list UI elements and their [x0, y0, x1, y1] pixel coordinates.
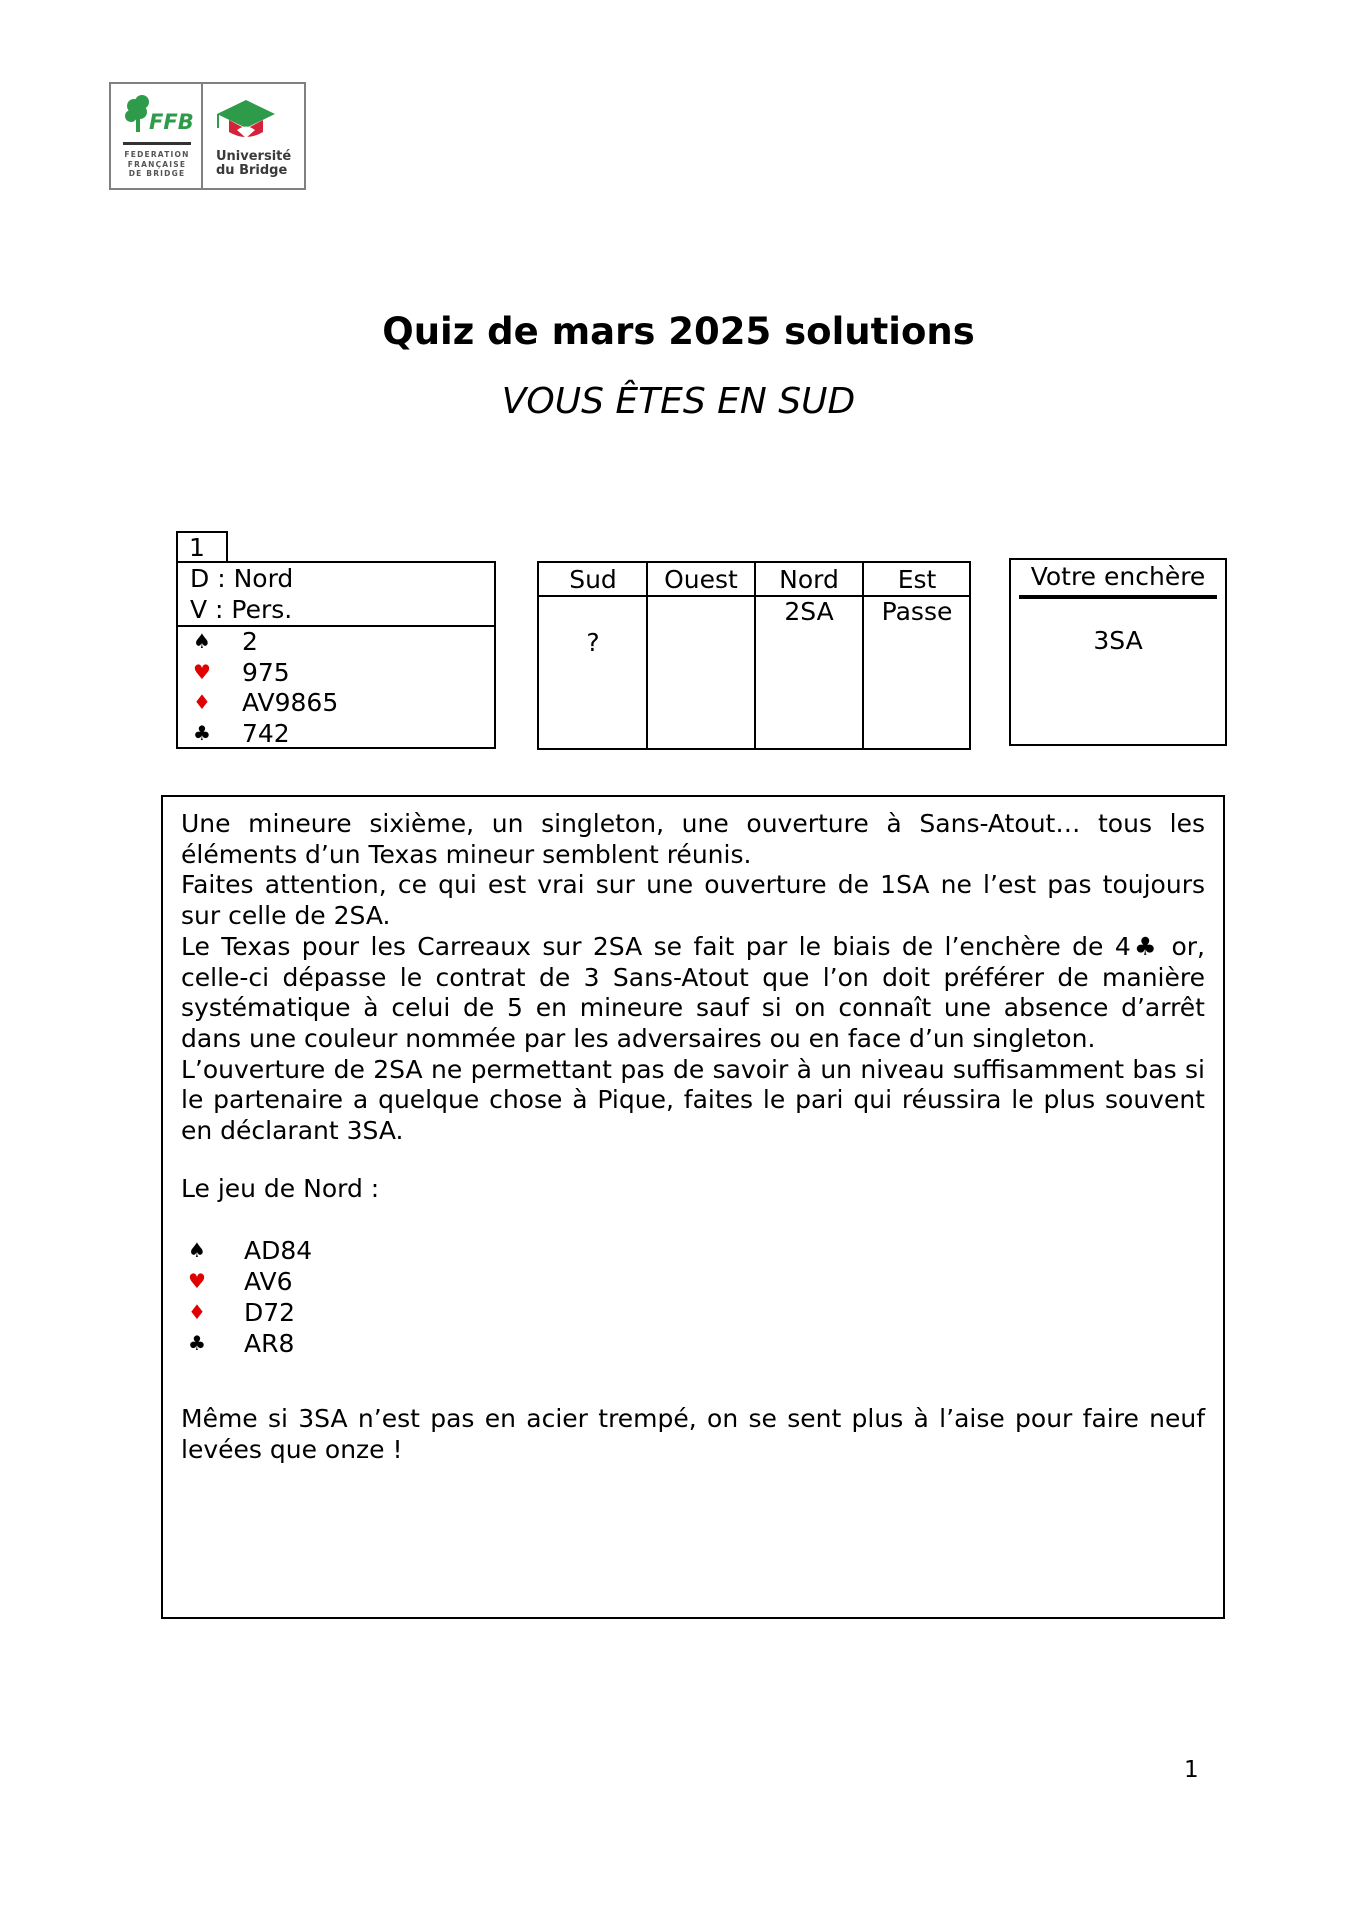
explanation-paragraph: Le Texas pour les Carreaux sur 2SA se fait par le biais de l’enchère de 4♣ or, celle-ci dépasse le contrat de 3 Sans-Atout que l’on doit préférer de manière systématique à celui de 5 en mineure sauf si on connaît une absence d’arrêt dans une couleur nommée par les adversaires ou en face d’un singleton. — [181, 931, 1205, 1053]
north-hand-label: Le jeu de Nord : — [181, 1174, 380, 1203]
north-diamonds: D72 — [244, 1298, 296, 1327]
ffb-caption: FEDERATION FRANÇAISE DE BRIDGE — [124, 150, 190, 179]
answer-box — [1009, 558, 1227, 746]
bid-header-ouest: Ouest — [664, 565, 738, 594]
page-number: 1 — [1184, 1757, 1199, 1783]
vulnerability: V : Pers. — [190, 595, 293, 624]
hand-number: 1 — [176, 531, 228, 562]
bid-header-sud: Sud — [569, 565, 617, 594]
north-hearts: AV6 — [244, 1267, 293, 1296]
north-clubs: AR8 — [244, 1329, 295, 1358]
logo-separator — [201, 84, 203, 188]
ffb-divider — [123, 142, 191, 145]
diamond-icon: ♦ — [188, 1300, 206, 1324]
graduation-cap-icon — [211, 96, 281, 148]
page-subtitle: VOUS ÊTES EN SUD — [501, 381, 856, 422]
ffb-logo-icon — [123, 94, 193, 142]
explanation-conclusion: Même si 3SA n’est pas en acier trempé, on se sent plus à l’aise pour faire neuf levées que onze ! — [181, 1404, 1205, 1464]
dealer: D : Nord — [190, 564, 294, 593]
explanation-paragraph: Une mineure sixième, un singleton, une ouverture à Sans-Atout… tous les éléments d’un Texas mineur semblent réunis. — [181, 809, 1205, 869]
bid-cell: ? — [586, 628, 600, 657]
explanation-paragraph: Faites attention, ce qui est vrai sur une ouverture de 1SA ne l’est pas toujours sur celle de 2SA. — [181, 870, 1205, 931]
diamond-icon: ♦ — [193, 690, 211, 714]
bid-cell: Passe — [881, 597, 953, 626]
explanation-box — [161, 795, 1225, 1619]
bid-header-est: Est — [897, 565, 937, 594]
explanation-paragraph: L’ouverture de 2SA ne permettant pas de savoir à un niveau suffisamment bas si le partenaire a quelque chose à Pique, faites le pari qui réussira le plus souvent en déclarant 3SA. — [181, 1054, 1205, 1146]
hand-diamonds: AV9865 — [242, 688, 339, 717]
hand-spades: 2 — [242, 627, 258, 656]
spade-icon: ♠ — [193, 629, 211, 653]
bid-header-nord: Nord — [779, 565, 839, 594]
answer-rule — [1019, 595, 1217, 599]
answer-label: Votre enchère — [1030, 562, 1206, 591]
spade-icon: ♠ — [188, 1238, 206, 1262]
universite-caption: Université du Bridge — [216, 149, 292, 178]
logo — [109, 82, 306, 190]
club-icon: ♣ — [188, 1331, 206, 1355]
svg-text:FFB: FFB — [149, 110, 193, 134]
heart-icon: ♥ — [193, 660, 211, 684]
hand-hearts: 975 — [242, 658, 290, 687]
page-title: Quiz de mars 2025 solutions — [382, 310, 975, 353]
bidding-table — [537, 561, 971, 750]
club-icon: ♣ — [193, 721, 211, 745]
bid-cell: 2SA — [784, 597, 834, 626]
explanation-text — [181, 809, 1205, 1147]
north-spades: AD84 — [244, 1236, 313, 1265]
hand-divider — [178, 625, 494, 627]
answer-value: 3SA — [1093, 626, 1143, 655]
heart-icon: ♥ — [188, 1269, 206, 1293]
hand-clubs: 742 — [242, 719, 290, 748]
hand-box — [176, 561, 496, 749]
